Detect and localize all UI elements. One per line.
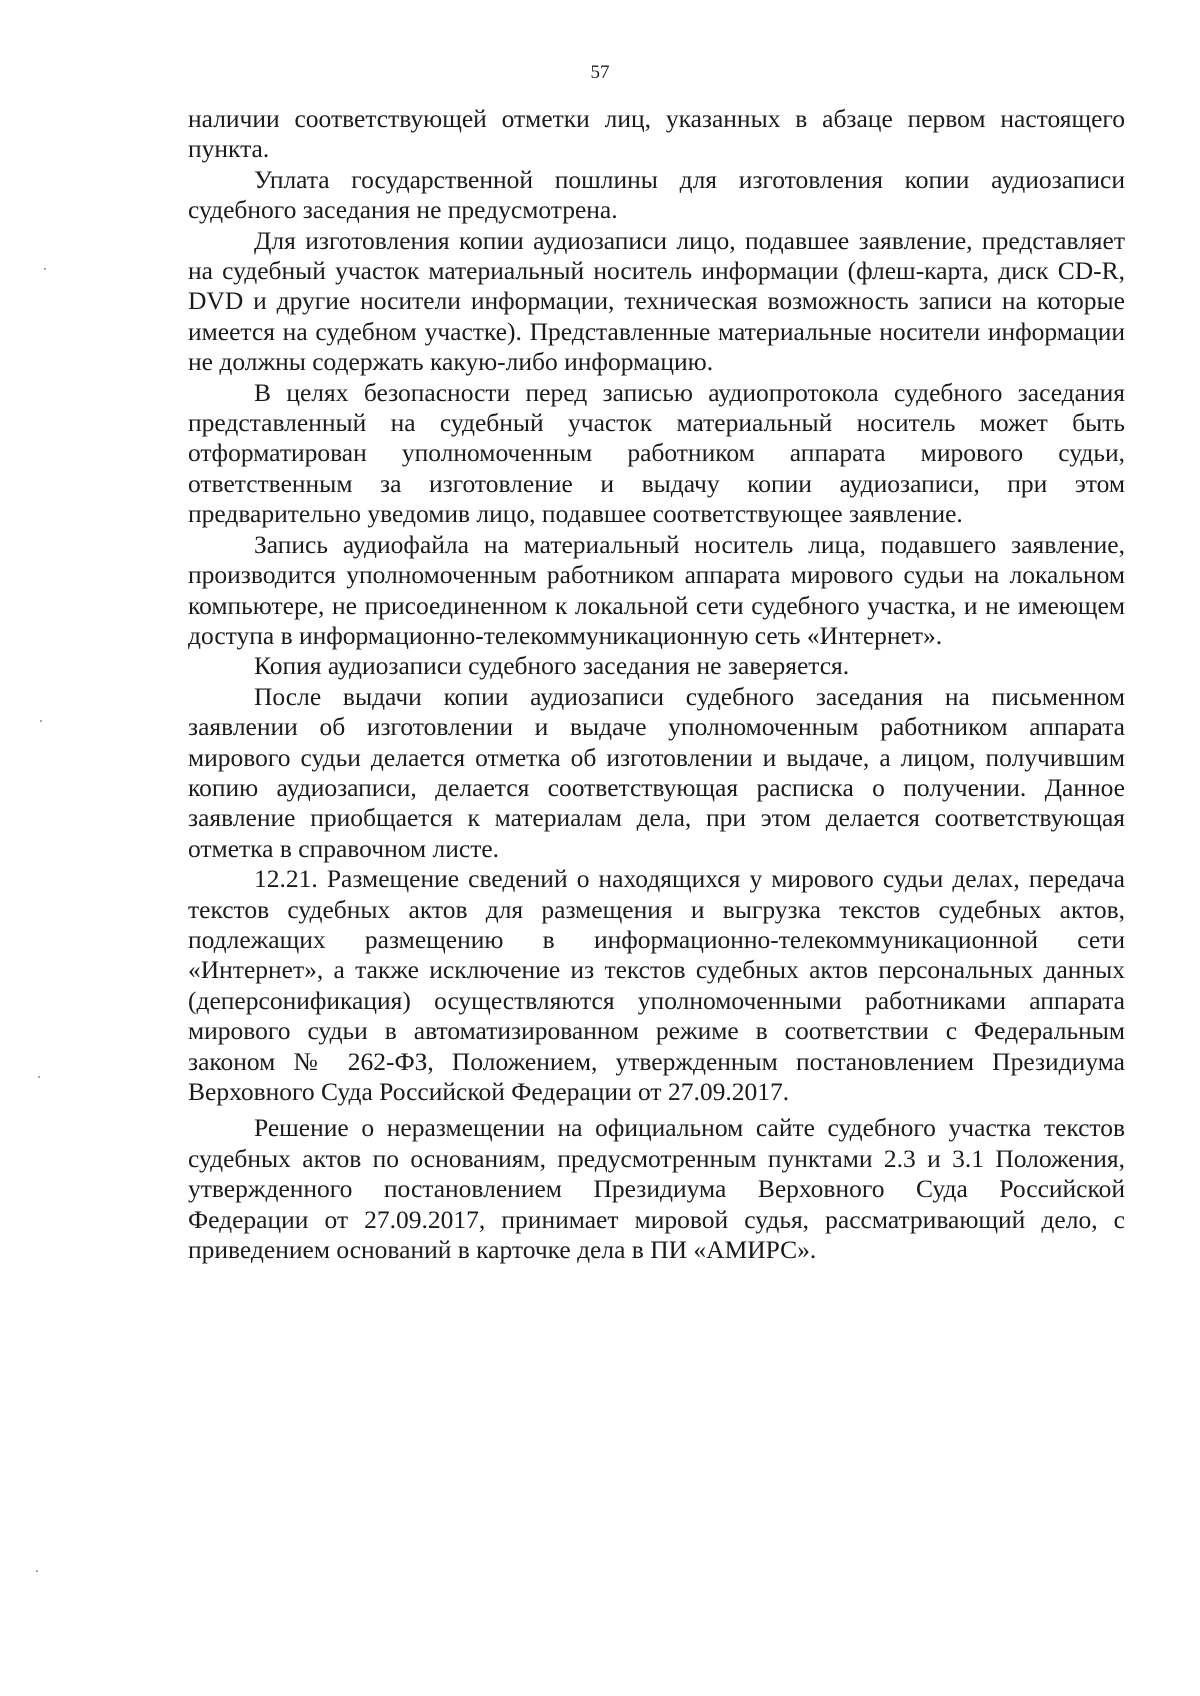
- scan-speck: [44, 268, 46, 270]
- paragraph-non-publication: Решение о неразмещении на официальном сайте судебного участка текстов судебных актов по основаниям, предусмотренным пунктами 2.3 и 3.1 Положения, утвержденного постановлением Президиума Верховного Суда Российской Федерации от 27.09.2017, принимает мировой судья, рассматривающий дело, с приведением оснований в карточке дела в ПИ «АМИРС».: [188, 1113, 1125, 1265]
- page-number: 57: [590, 62, 610, 83]
- paragraph-issuance-note: После выдачи копии аудиозаписи судебного заседания на письменном заявлении об изготовлении и выдаче уполномоченным работником аппарата мирового судьи делается отметка об изготовлении и выдаче, а лицом, получившим копию аудиозаписи, делается соответствующая расписка о получении. Данное заявление приобщается к материалам дела, при этом делается соответствующая отметка в справочном листе.: [188, 681, 1125, 863]
- paragraph-state-fee: Уплата государственной пошлины для изготовления копии аудиозаписи судебного заседания не предусмотрена.: [188, 164, 1125, 225]
- paragraph-storage-media: Для изготовления копии аудиозаписи лицо, подавшее заявление, представляет на судебный участок материальный носитель информации (флеш-карта, диск CD-R, DVD и другие носители информации, техническая возможность записи на которые имеется на судебном участке). Представленные материальные носители информации не должны содержать какую-либо информацию.: [188, 225, 1125, 377]
- paragraph-not-certified: Копия аудиозаписи судебного заседания не заверяется.: [254, 651, 850, 681]
- document-body: [188, 104, 1125, 1265]
- paragraph-audio-recording: Запись аудиофайла на материальный носитель лица, подавшего заявление, производится уполномоченным работником аппарата мирового судьи на локальном компьютере, не присоединенном к локальной сети судебного участка, и не имеющем доступа в информационно-телекоммуникационную сеть «Интернет».: [188, 529, 1125, 650]
- scan-speck: [40, 720, 42, 722]
- paragraph-continuation: наличии соответствующей отметки лиц, указанных в абзаце первом настоящего пункта.: [188, 104, 1125, 164]
- scan-speck: [36, 1570, 38, 1572]
- paragraph-section-12-21: 12.21. Размещение сведений о находящихся у мирового судьи делах, передача текстов судебных актов для размещения и выгрузка текстов судебных актов, подлежащих размещению в информационно-телекоммуникационной сети «Интернет», а также исключение из текстов судебных актов персональных данных (деперсонификация) осуществляются уполномоченными работниками аппарата мирового судьи в автоматизированном режиме в соответствии с Федеральным законом № 262-ФЗ, Положением, утвержденным постановлением Президиума Верховного Суда Российской Федерации от 27.09.2017.: [188, 864, 1125, 1106]
- scan-speck: [38, 1076, 40, 1078]
- paragraph-security-formatting: В целях безопасности перед записью аудиопротокола судебного заседания представленный на судебный участок материальный носитель может быть отформатирован уполномоченным работником аппарата мирового судьи, ответственным за изготовление и выдачу копии аудиозаписи, при этом предварительно уведомив лицо, подавшее соответствующее заявление.: [188, 377, 1125, 529]
